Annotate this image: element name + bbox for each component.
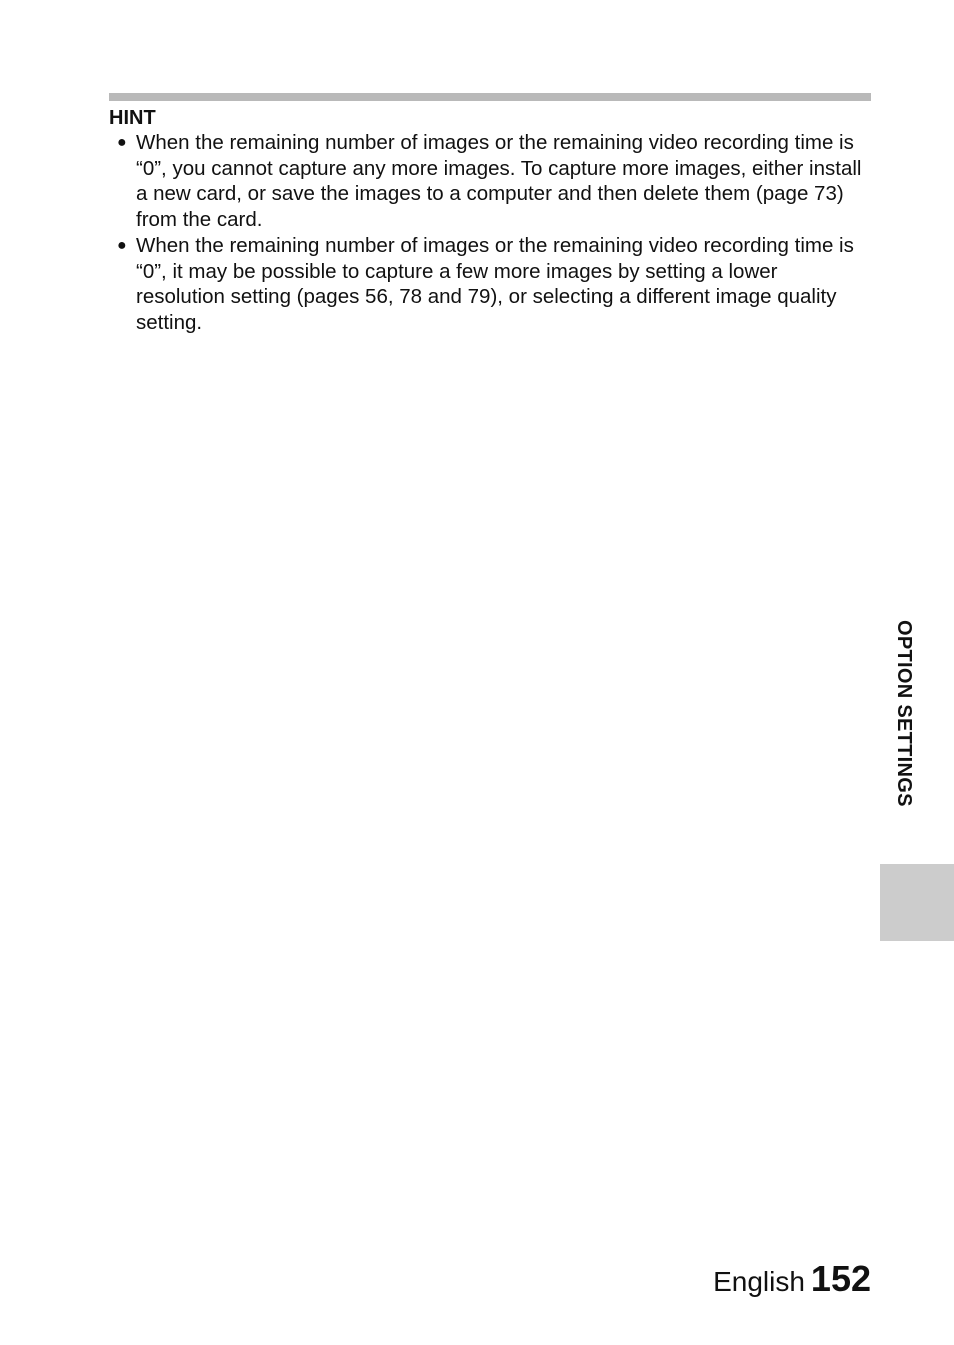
bullet-icon: ●: [117, 134, 127, 151]
hint-item: [109, 130, 871, 233]
hint-item-text: When the remaining number of images or the remaining video recording time is “0”, you cannot capture any more images. To capture more images, either install a new card, or save the images to a computer and then delete them (page 73) from the card.: [136, 131, 862, 232]
bullet-icon: ●: [117, 236, 127, 254]
section-tab-marker: [880, 864, 954, 941]
hint-item-text: When the remaining number of images or the remaining video recording time is “0”, it may be possible to capture a few more images by setting a lower resolution setting (pages 56, 78 and 79), or selecting a different image quality setting.: [136, 233, 854, 334]
hint-list: [109, 130, 871, 336]
hint-top-rule: [109, 93, 871, 101]
page-number: 152: [810, 1258, 871, 1299]
hint-heading: HINT: [109, 107, 156, 129]
hint-item: [109, 233, 871, 336]
language-label: English: [713, 1266, 805, 1297]
section-tab-label: OPTION SETTINGS: [893, 620, 915, 807]
page-footer: [713, 1258, 871, 1300]
